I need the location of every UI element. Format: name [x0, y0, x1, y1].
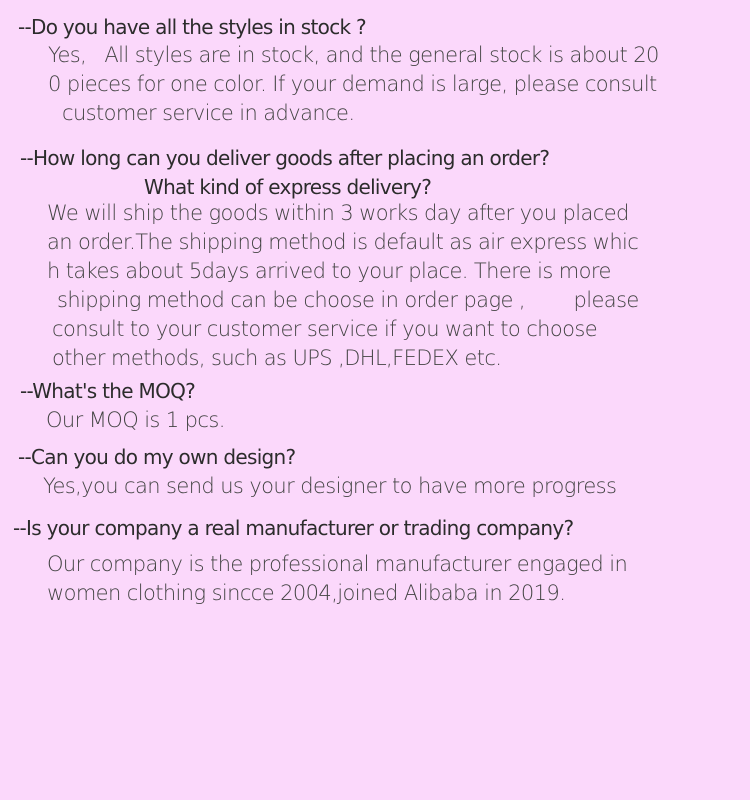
- faq-question-moq: --What's the MOQ?: [20, 379, 196, 403]
- faq-answer-stock-line-2: 0 pieces for one color. If your demand is large, please consult: [48, 72, 657, 96]
- faq-question-delivery: --How long can you deliver goods after placing an order?: [20, 146, 550, 170]
- faq-answer-delivery-line-5: consult to your customer service if you want to choose: [52, 317, 598, 341]
- faq-answer-delivery-line-6: other methods, such as UPS ,DHL,FEDEX etc.: [52, 346, 502, 370]
- faq-answer-moq: Our MOQ is 1 pcs.: [46, 408, 225, 432]
- faq-answer-design: Yes,you can send us your designer to have more progress: [43, 474, 617, 498]
- faq-question-manufacturer: --Is your company a real manufacturer or trading company?: [13, 516, 574, 540]
- faq-answer-delivery-line-1: We will ship the goods within 3 works day after you placed: [47, 201, 629, 225]
- faq-answer-stock-line-1: Yes, All styles are in stock, and the general stock is about 20: [48, 43, 659, 67]
- faq-answer-manufacturer-line-1: Our company is the professional manufacturer engaged in: [47, 552, 628, 576]
- faq-answer-stock-line-3: customer service in advance.: [62, 101, 355, 125]
- faq-question-stock: --Do you have all the styles in stock ?: [18, 15, 366, 39]
- faq-question-design: --Can you do my own design?: [18, 445, 296, 469]
- faq-answer-delivery-line-2: an order.The shipping method is default as air express whic: [47, 230, 639, 254]
- faq-question-delivery-line-2: What kind of express delivery?: [144, 175, 432, 199]
- faq-answer-manufacturer-line-2: women clothing sincce 2004,joined Alibaba in 2019.: [47, 581, 566, 605]
- faq-answer-delivery-line-4: shipping method can be choose in order page , please: [57, 288, 639, 312]
- faq-answer-delivery-line-3: h takes about 5days arrived to your place. There is more: [47, 259, 611, 283]
